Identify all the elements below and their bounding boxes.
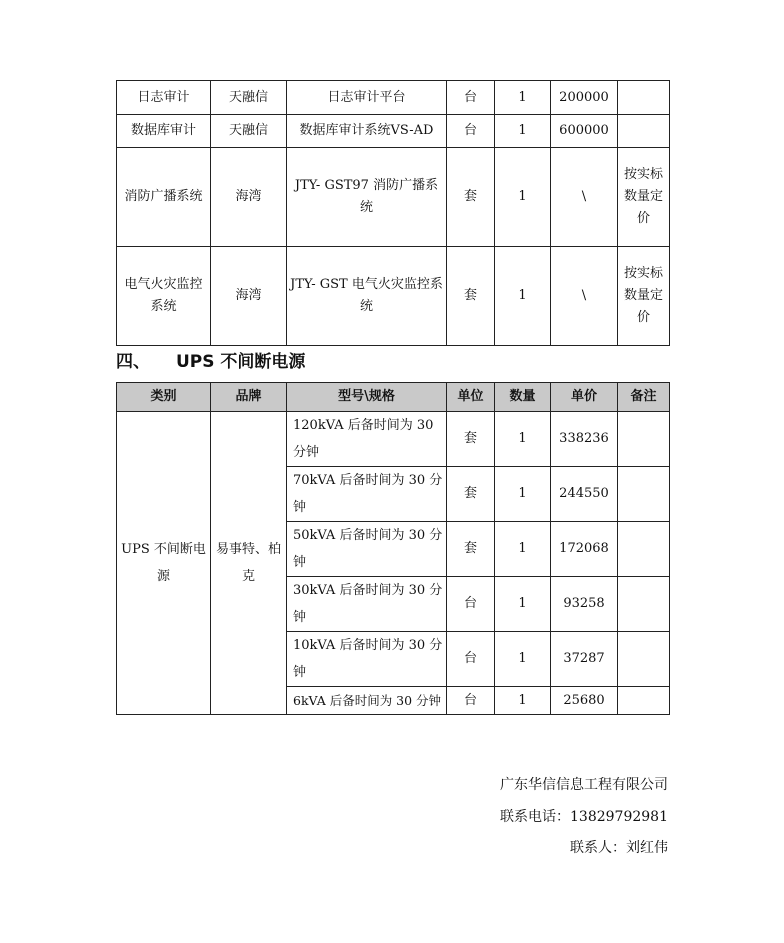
unit-cell: 套 — [447, 467, 495, 522]
category-cell: 数据库审计 — [117, 115, 211, 148]
section-heading — [116, 347, 305, 372]
category-cell: 日志审计 — [117, 81, 211, 115]
unit-cell: 套 — [447, 247, 495, 346]
qty-cell: 1 — [495, 81, 551, 115]
qty-cell: 1 — [495, 632, 551, 687]
qty-cell: 1 — [495, 577, 551, 632]
brand-cell: 天融信 — [211, 115, 287, 148]
header-unit: 单位 — [447, 383, 495, 412]
note-cell: 按实标数量定价 — [618, 247, 670, 346]
price-cell: \ — [551, 247, 618, 346]
note-cell — [618, 412, 670, 467]
contact-person: 联系人：刘红伟 — [570, 840, 668, 856]
model-cell: 50kVA 后备时间为 30 分钟 — [287, 522, 447, 577]
note-cell — [618, 115, 670, 148]
note-cell — [618, 687, 670, 715]
model-cell: JTY- GST 电气火灾监控系统 — [287, 247, 447, 346]
qty-cell: 1 — [495, 148, 551, 247]
note-cell: 按实标数量定价 — [618, 148, 670, 247]
unit-cell: 套 — [447, 412, 495, 467]
company-name: 广东华信信息工程有限公司 — [500, 777, 668, 793]
unit-cell: 台 — [447, 115, 495, 148]
unit-cell: 台 — [447, 577, 495, 632]
header-note: 备注 — [618, 383, 670, 412]
ups-table — [116, 382, 670, 715]
model-cell: 70kVA 后备时间为 30 分钟 — [287, 467, 447, 522]
note-cell — [618, 522, 670, 577]
category-cell: 消防广播系统 — [117, 148, 211, 247]
note-cell — [618, 467, 670, 522]
contact-phone: 联系电话：13829792981 — [500, 809, 668, 825]
unit-cell: 套 — [447, 148, 495, 247]
price-cell: 244550 — [551, 467, 618, 522]
unit-cell: 台 — [447, 687, 495, 715]
price-cell: 600000 — [551, 115, 618, 148]
unit-cell: 台 — [447, 81, 495, 115]
table-row — [117, 115, 670, 148]
unit-cell: 套 — [447, 522, 495, 577]
brand-cell: 易事特、柏克 — [211, 412, 287, 715]
price-cell: 93258 — [551, 577, 618, 632]
qty-cell: 1 — [495, 115, 551, 148]
qty-cell: 1 — [495, 687, 551, 715]
table-row — [117, 148, 670, 247]
category-cell: 电气火灾监控系统 — [117, 247, 211, 346]
equipment-table — [116, 80, 670, 346]
price-cell: 37287 — [551, 632, 618, 687]
model-cell: 日志审计平台 — [287, 81, 447, 115]
brand-cell: 海湾 — [211, 148, 287, 247]
table-header-row — [117, 383, 670, 412]
header-model: 型号\规格 — [287, 383, 447, 412]
price-cell: 25680 — [551, 687, 618, 715]
price-cell: \ — [551, 148, 618, 247]
model-cell: 30kVA 后备时间为 30 分钟 — [287, 577, 447, 632]
note-cell — [618, 81, 670, 115]
brand-cell: 海湾 — [211, 247, 287, 346]
table-row — [117, 247, 670, 346]
model-cell: 数据库审计系统VS-AD — [287, 115, 447, 148]
qty-cell: 1 — [495, 522, 551, 577]
section-title: UPS 不间断电源 — [176, 352, 306, 372]
price-cell: 200000 — [551, 81, 618, 115]
table-row — [117, 81, 670, 115]
section-number: 四、 — [116, 352, 150, 372]
qty-cell: 1 — [495, 467, 551, 522]
qty-cell: 1 — [495, 247, 551, 346]
note-cell — [618, 632, 670, 687]
model-cell: 120kVA 后备时间为 30 分钟 — [287, 412, 447, 467]
brand-cell: 天融信 — [211, 81, 287, 115]
table-row — [117, 412, 670, 467]
model-cell: JTY- GST97 消防广播系统 — [287, 148, 447, 247]
header-brand: 品牌 — [211, 383, 287, 412]
note-cell — [618, 577, 670, 632]
unit-cell: 台 — [447, 632, 495, 687]
header-qty: 数量 — [495, 383, 551, 412]
model-cell: 10kVA 后备时间为 30 分钟 — [287, 632, 447, 687]
header-price: 单价 — [551, 383, 618, 412]
qty-cell: 1 — [495, 412, 551, 467]
model-cell: 6kVA 后备时间为 30 分钟 — [287, 687, 447, 715]
price-cell: 338236 — [551, 412, 618, 467]
header-category: 类别 — [117, 383, 211, 412]
category-cell: UPS 不间断电源 — [117, 412, 211, 715]
price-cell: 172068 — [551, 522, 618, 577]
